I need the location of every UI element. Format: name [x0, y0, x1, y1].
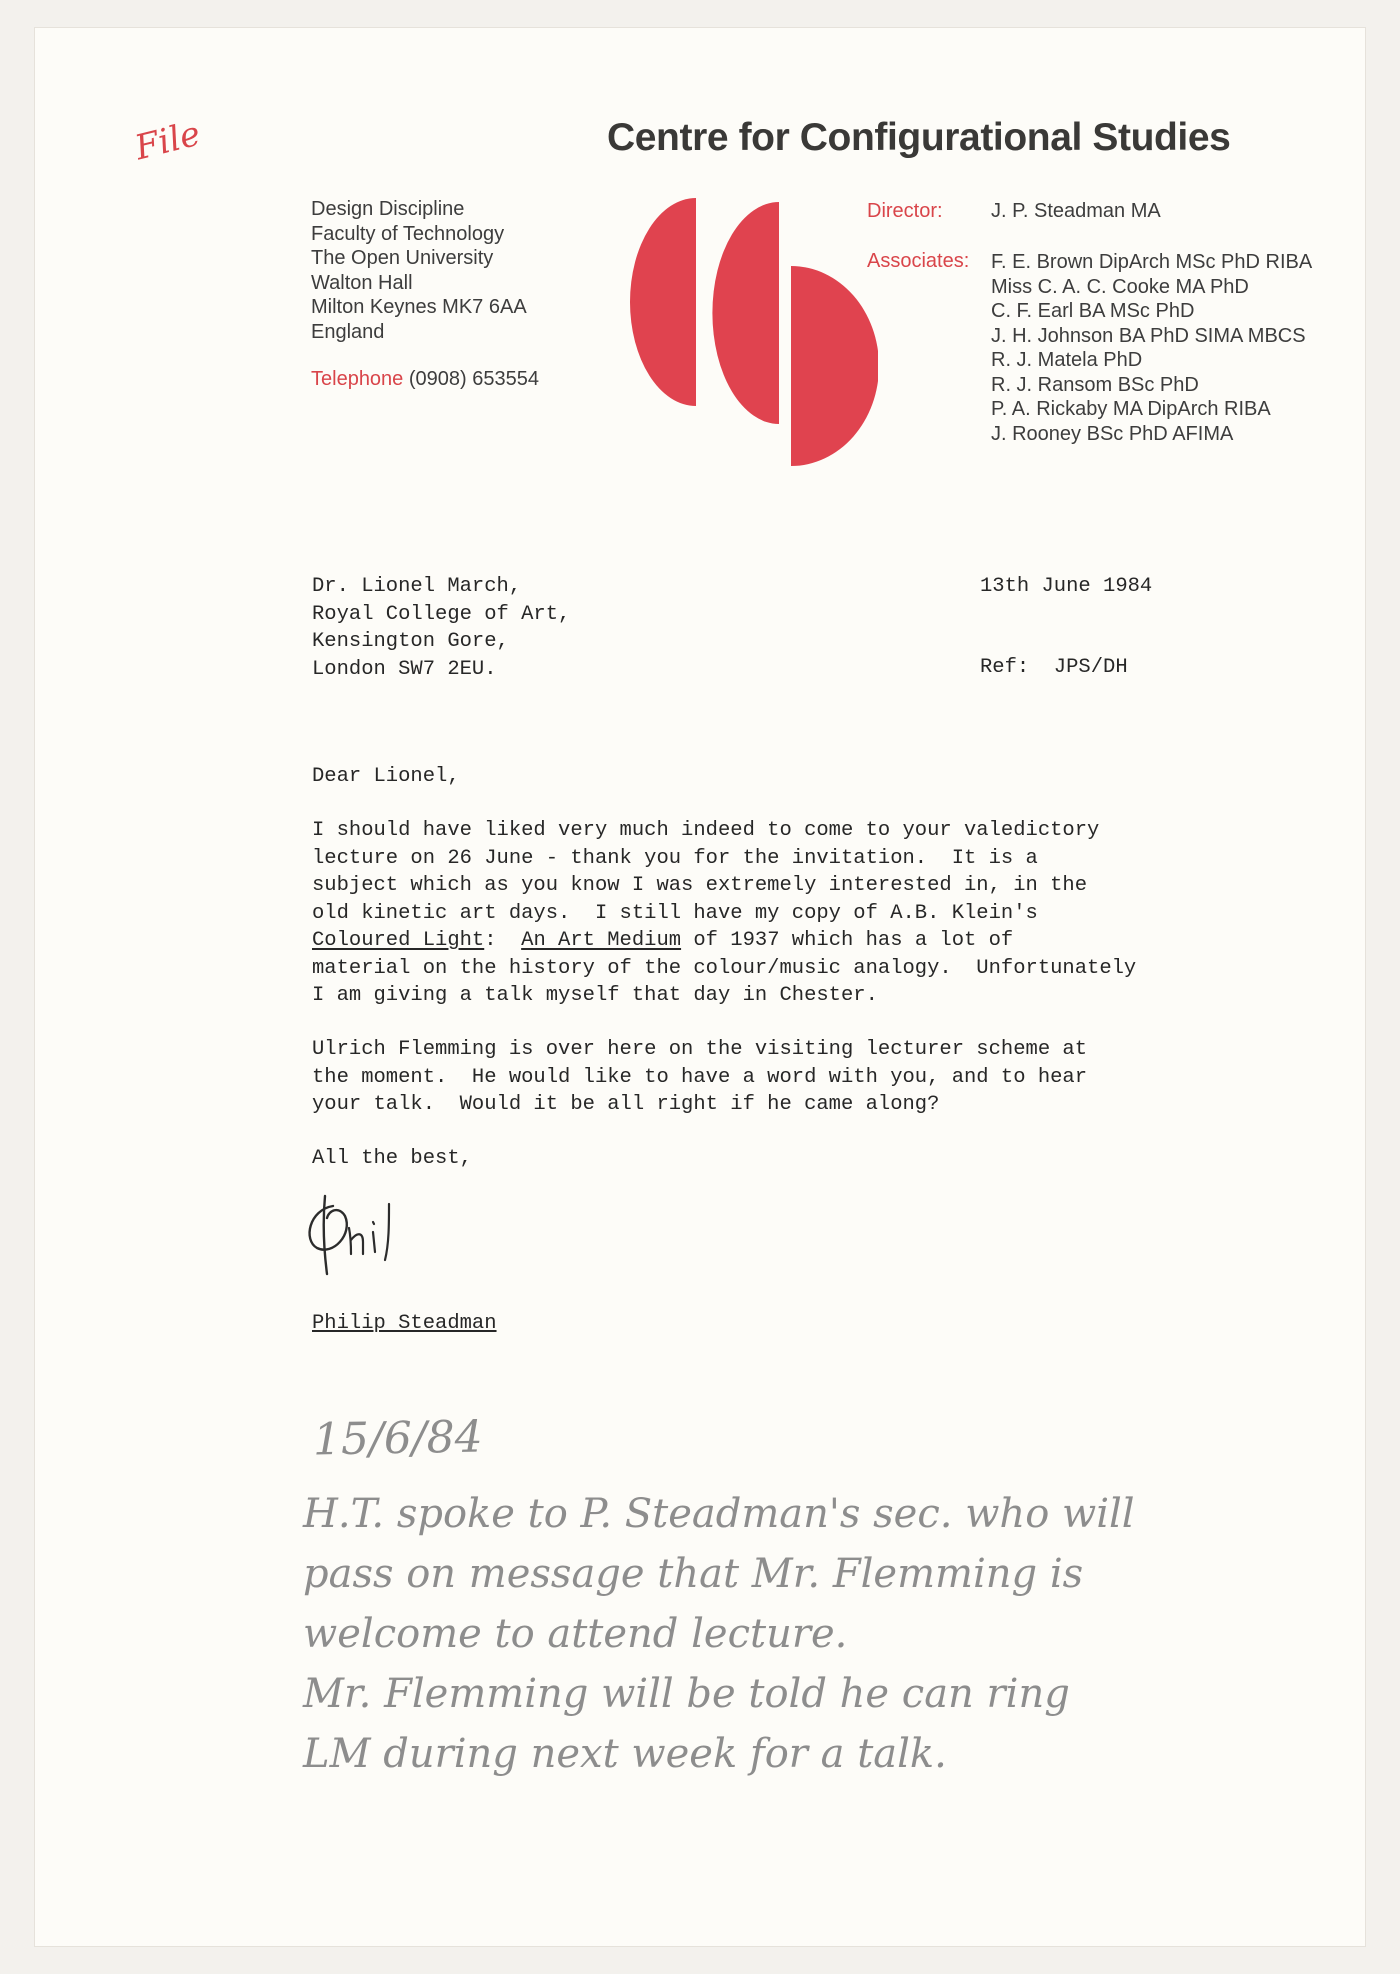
- signatory-name: Philip Steadman: [312, 1312, 497, 1335]
- body-line: I should have liked very much indeed to come to your valedictory: [312, 819, 1100, 842]
- director-label: Director:: [867, 200, 943, 222]
- letter-page: [35, 28, 1365, 1946]
- body-line: I am giving a talk myself that day in Chester.: [312, 984, 878, 1007]
- salutation: Dear Lionel,: [312, 765, 460, 788]
- reference-text: Ref: JPS/DH: [980, 656, 1128, 679]
- letterhead-address: [311, 197, 527, 344]
- address-line: The Open University: [311, 247, 494, 269]
- handwritten-note-line: Mr. Flemming will be told he can ring: [303, 1671, 1070, 1717]
- logo-semicircle-right: [791, 266, 878, 466]
- director-name: J. P. Steadman MA: [991, 200, 1161, 222]
- body-line: lecture on 26 June - thank you for the invitation. It is a: [312, 846, 1038, 870]
- address-line: Milton Keynes MK7 6AA: [311, 296, 527, 318]
- associate: R. J. Matela PhD: [991, 349, 1143, 371]
- recipient-line: Royal College of Art,: [312, 602, 571, 626]
- associates-label: Associates:: [867, 250, 970, 272]
- handwritten-note: [303, 1484, 1343, 1784]
- associate: Miss C. A. C. Cooke MA PhD: [991, 275, 1249, 298]
- handwritten-file-note: File: [131, 113, 205, 169]
- letterhead-title: Centre for Configurational Studies: [607, 116, 1231, 159]
- telephone-label: Telephone: [311, 368, 404, 390]
- telephone-number: (0908) 653554: [408, 368, 539, 390]
- book-title-part-1: Coloured Light: [312, 929, 485, 952]
- handwritten-note-date: 15/6/84: [312, 1411, 484, 1466]
- letter-date: 13th June 1984: [980, 575, 1153, 598]
- address-line: England: [311, 320, 385, 343]
- address-line: Faculty of Technology: [311, 222, 505, 245]
- recipient-line: Kensington Gore,: [312, 630, 509, 653]
- handwritten-note-line: welcome to attend lecture.: [303, 1611, 848, 1657]
- body-line: your talk. Would it be all right if he came along?: [312, 1093, 940, 1116]
- body-line: material on the history of the colour/music analogy. Unfortunately: [312, 956, 1137, 980]
- associate: J. H. Johnson BA PhD SIMA MBCS: [991, 324, 1306, 347]
- body-line: the moment. He would like to have a word with you, and to hear: [312, 1065, 1088, 1089]
- body-line: old kinetic art days. I still have my copy of A.B. Klein's: [312, 901, 1038, 925]
- logo-semicircle-middle: [712, 202, 779, 424]
- recipient-line: London SW7 2EU.: [312, 657, 497, 681]
- telephone: [311, 368, 539, 391]
- letter-reference: [980, 654, 1128, 682]
- handwritten-note-line: H.T. spoke to P. Steadman's sec. who will: [303, 1491, 1135, 1537]
- handwritten-signature: [303, 1188, 423, 1278]
- handwritten-note-line: LM during next week for a talk.: [303, 1731, 947, 1777]
- associate: F. E. Brown DipArch MSc PhD RIBA: [991, 251, 1313, 273]
- body-line-rest: of 1937 which has a lot of: [681, 929, 1014, 952]
- associate: P. A. Rickaby MA DipArch RIBA: [991, 398, 1271, 420]
- associate: C. F. Earl BA MSc PhD: [991, 300, 1195, 322]
- address-line: Walton Hall: [311, 271, 413, 294]
- address-line: Design Discipline: [311, 198, 465, 220]
- recipient-line: Dr. Lionel March,: [312, 575, 522, 598]
- body-line: subject which as you know I was extremely interested in, in the: [312, 874, 1088, 897]
- body-line: [312, 927, 1292, 955]
- closing: All the best,: [312, 1147, 472, 1170]
- body-line: Ulrich Flemming is over here on the visiting lecturer scheme at: [312, 1038, 1088, 1061]
- associates-list: [991, 250, 1312, 446]
- logo-semicircle-left: [630, 198, 696, 406]
- ccs-logo: [608, 196, 878, 468]
- associate: J. Rooney BSc PhD AFIMA: [991, 422, 1234, 445]
- body-paragraph-1: [312, 817, 1292, 1010]
- body-paragraph-2: [312, 1036, 1292, 1119]
- recipient-address: [312, 573, 570, 683]
- associate: R. J. Ransom BSc PhD: [991, 373, 1199, 396]
- book-title-part-2: An Art Medium: [521, 929, 682, 952]
- book-title-separator: :: [484, 929, 522, 952]
- handwritten-note-line: pass on message that Mr. Flemming is: [303, 1551, 1084, 1597]
